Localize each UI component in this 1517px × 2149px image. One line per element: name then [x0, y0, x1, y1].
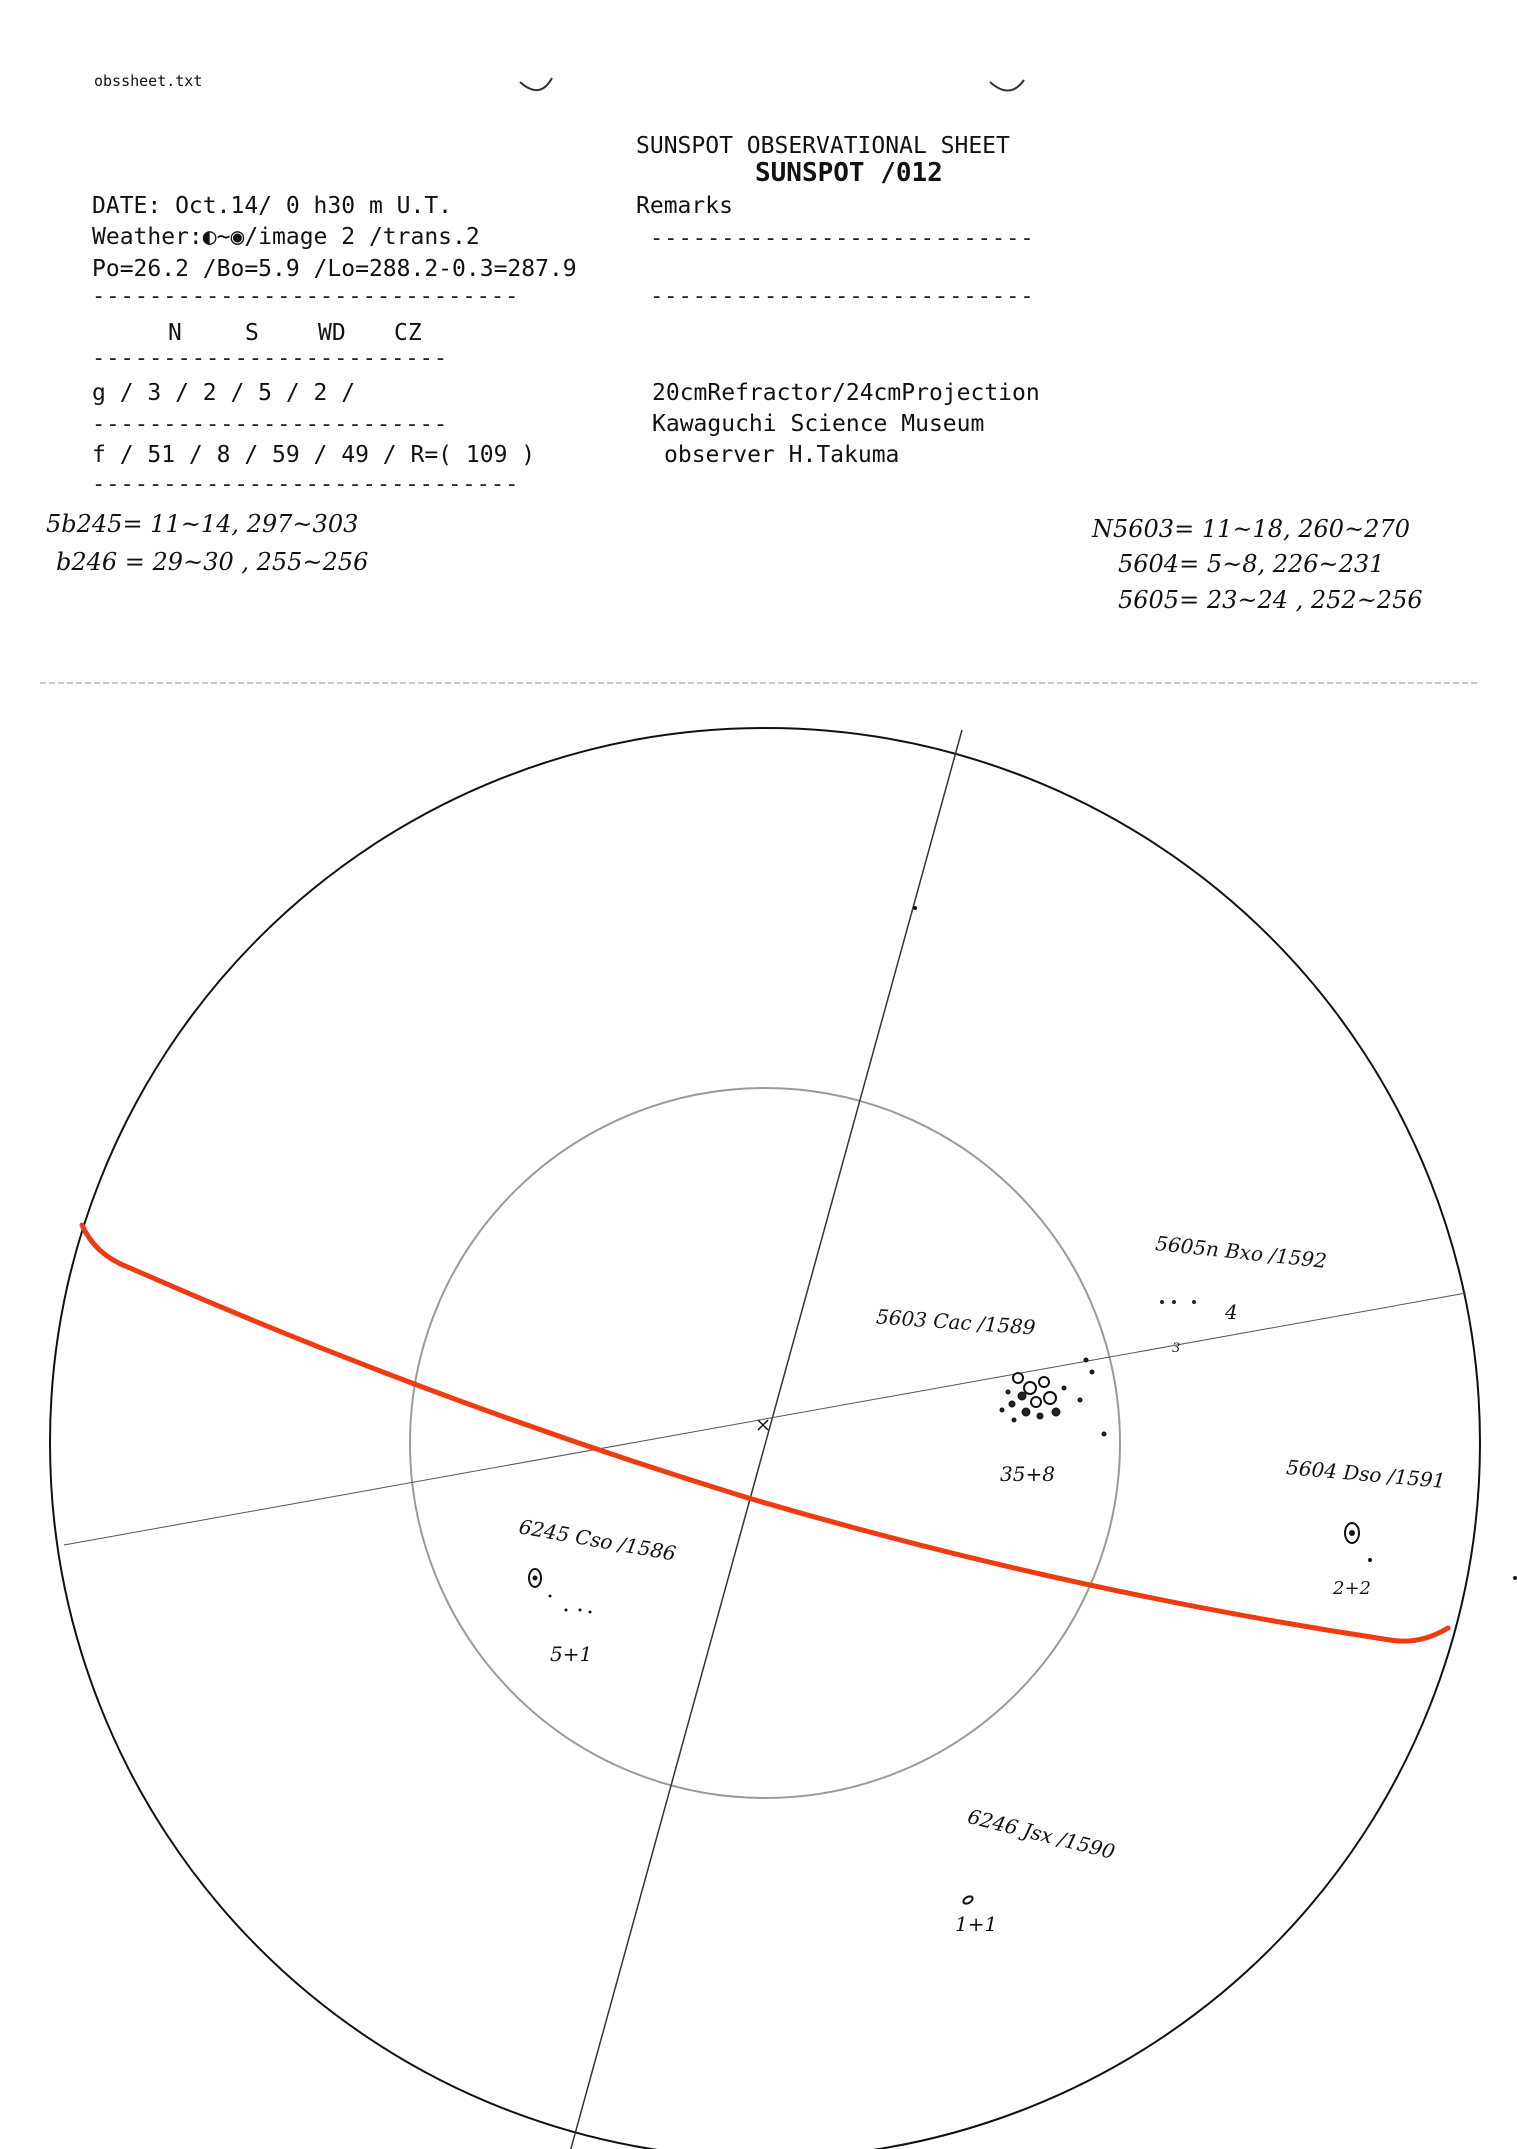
- observer-line: observer H.Takuma: [664, 442, 900, 468]
- solar-equator-line: [82, 1225, 1448, 1641]
- solar-disk-outline: [50, 728, 1480, 2149]
- note-left-1: 5b245= 11~14, 297~303: [46, 510, 359, 538]
- group-label-6246: 6246 Jsx /1590: [965, 1804, 1118, 1864]
- edge-dot: [1513, 1576, 1517, 1580]
- group-count-5604: 2+2: [1333, 1578, 1371, 1599]
- spot-group-5604: [1345, 1523, 1372, 1562]
- date-line: DATE: Oct.14/ 0 h30 m U.T.: [92, 193, 453, 219]
- group-count-6245: 5+1: [550, 1642, 593, 1666]
- group-count-5603: 35+8: [1000, 1462, 1055, 1486]
- group-count-6246: 1+1: [955, 1912, 998, 1936]
- spot-group-6246: [962, 1895, 974, 1905]
- group-label-6245: 6245 Cso /1586: [517, 1514, 678, 1566]
- spot-group-5605: [1160, 1300, 1196, 1356]
- punch-mark-right: [990, 80, 1024, 91]
- weather-line: Weather:◐~◉/image 2 /trans.2: [92, 224, 480, 250]
- site-line: Kawaguchi Science Museum: [652, 411, 985, 437]
- filename-label: obssheet.txt: [94, 72, 203, 90]
- remarks-divider-1: ---------------------------: [650, 226, 1035, 251]
- punch-mark-left: [520, 78, 552, 90]
- note-right-1: N5603= 11~18, 260~270: [1092, 515, 1410, 543]
- g-row: g / 3 / 2 / 5 / 2 /: [92, 380, 356, 406]
- remarks-divider-2: ---------------------------: [650, 284, 1035, 309]
- sheet-subtitle: SUNSPOT /012: [755, 158, 943, 188]
- counts-divider-1: -------------------------: [92, 346, 449, 371]
- col-wd: WD: [318, 320, 346, 346]
- remarks-label: Remarks: [636, 193, 733, 219]
- group-label-5603: 5603 Cac /1589: [875, 1304, 1037, 1340]
- svg-text:3: 3: [1172, 1341, 1181, 1356]
- note-left-2: b246 = 29~30 , 255~256: [56, 548, 369, 576]
- sheet-title: SUNSPOT OBSERVATIONAL SHEET: [636, 133, 1010, 159]
- col-s: S: [245, 320, 259, 346]
- telescope-line: 20cmRefractor/24cmProjection: [652, 380, 1040, 406]
- pole-axis-line: [570, 730, 962, 2149]
- group-label-5605: 5605n Bxo /1592: [1154, 1231, 1328, 1273]
- group-count-5605: 4: [1225, 1300, 1238, 1324]
- f-row: f / 51 / 8 / 59 / 49 / R=( 109 ): [92, 442, 536, 468]
- counts-divider-2: -------------------------: [92, 412, 449, 437]
- orientation-line: Po=26.2 /Bo=5.9 /Lo=288.2-0.3=287.9: [92, 256, 577, 282]
- spot-group-5603: [1000, 1358, 1106, 1436]
- spot-group-6245: [529, 1569, 592, 1614]
- counts-divider-3: ------------------------------: [92, 472, 520, 497]
- axis-tick: [913, 906, 917, 910]
- note-right-2: 5604= 5~8, 226~231: [1118, 550, 1385, 578]
- header-divider: ------------------------------: [92, 284, 520, 309]
- note-right-3: 5605= 23~24 , 252~256: [1118, 586, 1423, 614]
- group-label-5604: 5604 Dso /1591: [1285, 1455, 1447, 1493]
- col-n: N: [168, 320, 182, 346]
- col-cz: CZ: [394, 320, 422, 346]
